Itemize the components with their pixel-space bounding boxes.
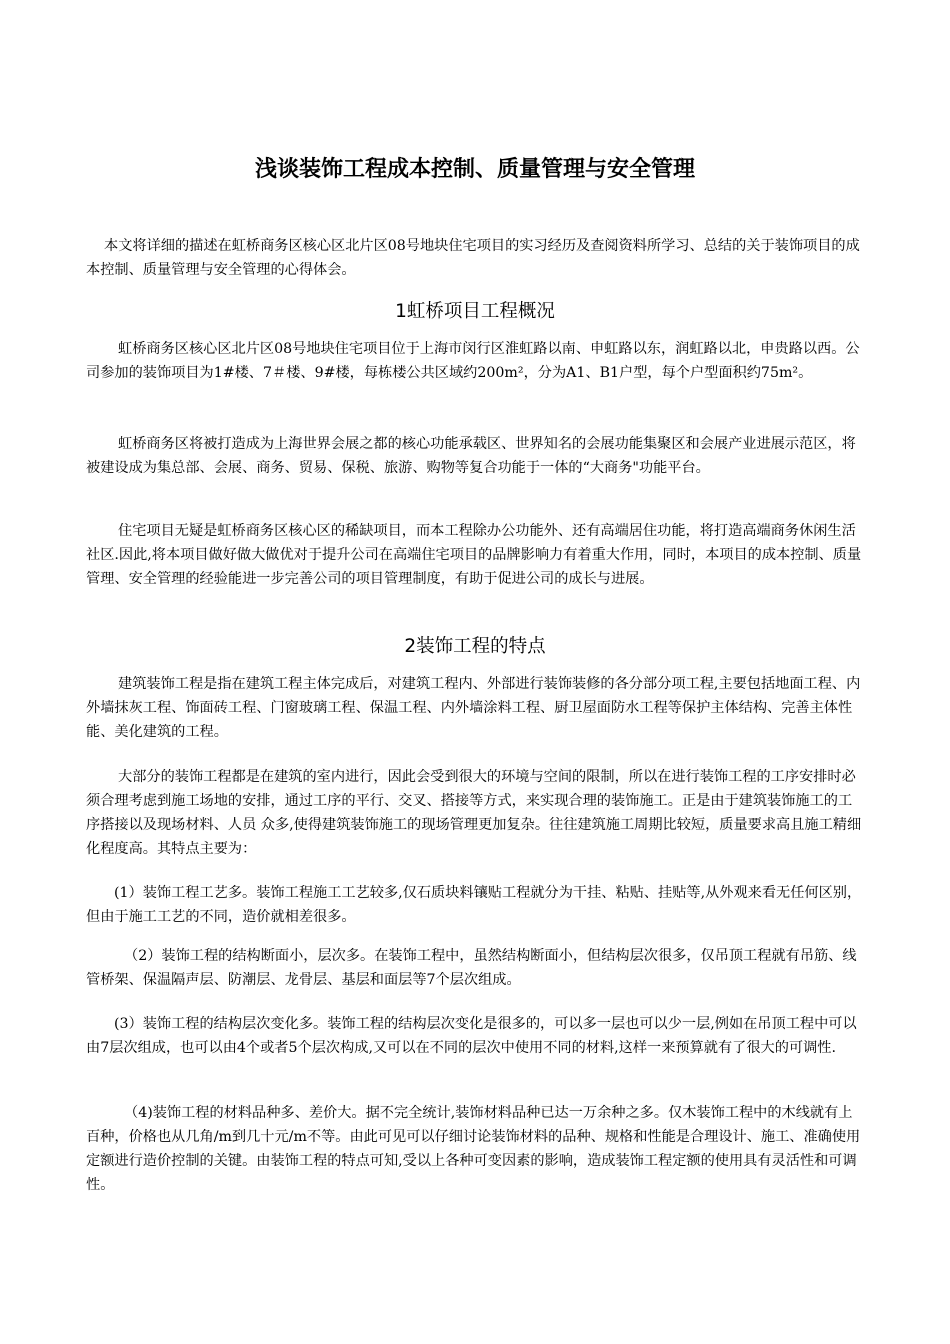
section-2-list-item-1: (1）装饰工程工艺多。装饰工程施工工艺较多,仅石质块料镶贴工程就分为干挂、粘贴、挂贴等,从外观来看无任何区别，但由于施工工艺的不同，造价就相差很多。 (86, 885, 862, 925)
section-heading-1: 1虹桥项目工程概况 (395, 301, 555, 322)
section-heading-2: 2装饰工程的特点 (404, 636, 546, 657)
section-2-paragraph-2: 大部分的装饰工程都是在建筑的室内进行，因此会受到很大的环境与空间的限制，所以在进行装饰工程的工序安排时必须合理考虑到施工场地的安排，通过工序的平行、交叉、搭接等方式，来实现合理的装饰施工。正是由于建筑装饰施工的工序搭接以及现场材料、人员 众多,使得建筑装饰施工的现场管理更加复杂。往往建筑施工周期比较短，质量要求高且施工精细化程度高。其特点主要为： (86, 769, 862, 857)
section-2-list-item-4: （4)装饰工程的材料品种多、差价大。据不完全统计,装饰材料品种已达一万余种之多。仅木装饰工程中的木线就有上百种，价格也从几角/m到几十元/m不等。由此可见可以仔细讨论装饰材料的品种、规格和性能是合理设计、施工、准确使用定额进行造价控制的关键。由装饰工程的特点可知,受以上各种可变因素的影响，造成装饰工程定额的使用具有灵活性和可调性。 (86, 1105, 861, 1193)
document-title: 浅谈装饰工程成本控制、质量管理与安全管理 (254, 157, 695, 182)
section-2-list-item-3: (3）装饰工程的结构层次变化多。装饰工程的结构层次变化是很多的，可以多一层也可以少一层,例如在吊顶工程中可以由7层次组成，也可以由4个或者5个层次构成,又可以在不同的层次中使用不同的材料,这样一来预算就有了很大的可调性. (86, 1016, 857, 1056)
section-1-paragraph-3: 住宅项目无疑是虹桥商务区核心区的稀缺项目，而本工程除办公功能外、还有高端居住功能，将打造高端商务休闲生活社区.因此,将本项目做好做大做优对于提升公司在高端住宅项目的品牌影响力有着重大作用，同时，本项目的成本控制、质量管理、安全管理的经验能进一步完善公司的项目管理制度，有助于促进公司的成长与进展。 (86, 523, 862, 587)
intro-paragraph: 本文将详细的描述在虹桥商务区核心区北片区08号地块住宅项目的实习经历及查阅资料所学习、总结的关于装饰项目的成本控制、质量管理与安全管理的心得体会。 (86, 238, 860, 278)
section-2-list-item-2: （2）装饰工程的结构断面小，层次多。在装饰工程中，虽然结构断面小，但结构层次很多，仅吊顶工程就有吊筋、线管桥架、保温隔声层、防潮层、龙骨层、基层和面层等7个层次组成。 (86, 948, 857, 988)
section-2-paragraph-1: 建筑装饰工程是指在建筑工程主体完成后，对建筑工程内、外部进行装饰装修的各分部分项工程,主要包括地面工程、内外墙抹灰工程、饰面砖工程、门窗玻璃工程、保温工程、内外墙涂料工程、厨卫屋面防水工程等保护主体结构、完善主体性能、美化建筑的工程。 (86, 676, 861, 740)
section-1-paragraph-1: 虹桥商务区核心区北片区08号地块住宅项目位于上海市闵行区淮虹路以南、申虹路以东，润虹路以北，申贵路以西。公司参加的装饰项目为1#楼、7＃楼、9#楼，每栋楼公共区域约200m²，分为A1、B1户型，每个户型面积约75m²。 (86, 341, 860, 381)
section-1-paragraph-2: 虹桥商务区将被打造成为上海世界会展之都的核心功能承载区、世界知名的会展功能集聚区和会展产业进展示范区，将被建设成为集总部、会展、商务、贸易、保税、旅游、购物等复合功能于一体的“大商务"功能平台。 (86, 436, 856, 476)
